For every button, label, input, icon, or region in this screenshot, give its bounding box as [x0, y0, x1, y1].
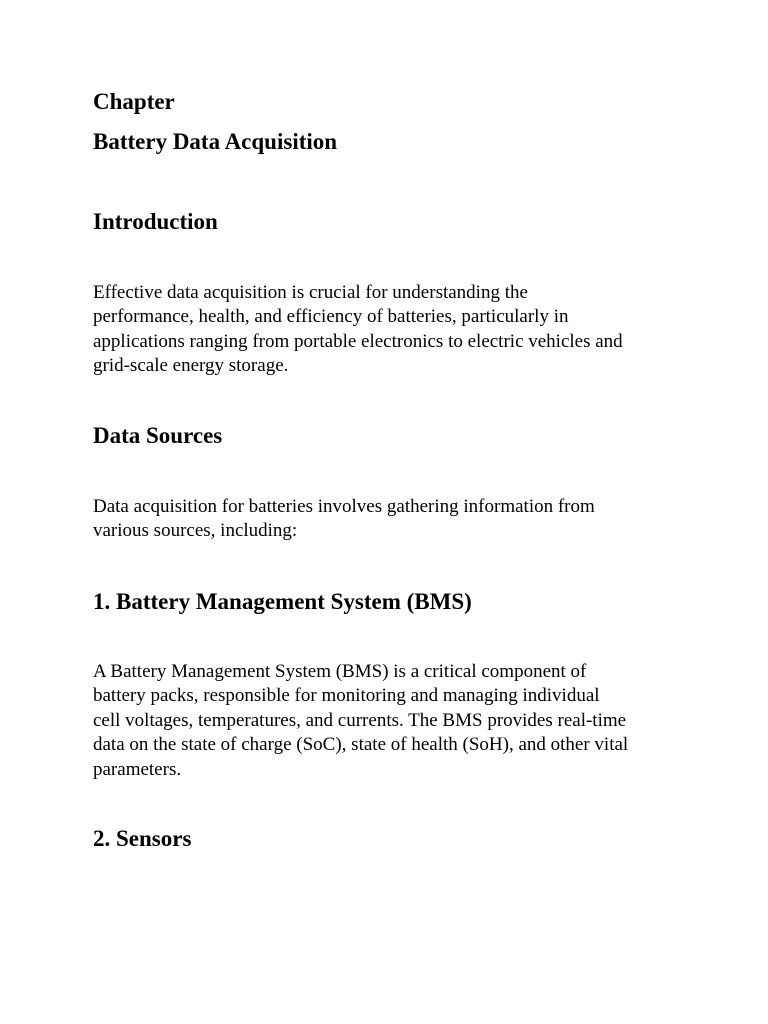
paragraph-line: parameters.	[93, 758, 182, 780]
paragraph-line: performance, health, and efficiency of batteries, particularly in	[93, 306, 569, 328]
chapter-label: Chapter	[93, 89, 175, 114]
paragraph-line: A Battery Management System (BMS) is a critical component of	[93, 661, 587, 682]
bms-paragraph	[93, 660, 683, 782]
chapter-title: Battery Data Acquisition	[93, 129, 338, 154]
paragraph-line: data on the state of charge (SoC), state of health (SoH), and other vital	[93, 734, 629, 756]
section-heading-data-sources: Data Sources	[93, 423, 223, 448]
paragraph-line: Effective data acquisition is crucial for understanding the	[93, 282, 528, 303]
introduction-paragraph	[93, 281, 683, 379]
paragraph-line: grid-scale energy storage.	[93, 355, 289, 377]
section-heading-sensors: 2. Sensors	[93, 826, 192, 851]
paragraph-line: applications ranging from portable electronics to electric vehicles and	[93, 330, 623, 352]
data-sources-paragraph	[93, 495, 683, 544]
section-heading-bms: 1. Battery Management System (BMS)	[93, 589, 472, 614]
paragraph-line: battery packs, responsible for monitoring and managing individual	[93, 685, 600, 707]
paragraph-line: Data acquisition for batteries involves gathering information from	[93, 496, 595, 517]
section-heading-introduction: Introduction	[93, 209, 218, 234]
paragraph-line: cell voltages, temperatures, and currents. The BMS provides real-time	[93, 709, 627, 731]
paragraph-line: various sources, including:	[93, 520, 298, 542]
